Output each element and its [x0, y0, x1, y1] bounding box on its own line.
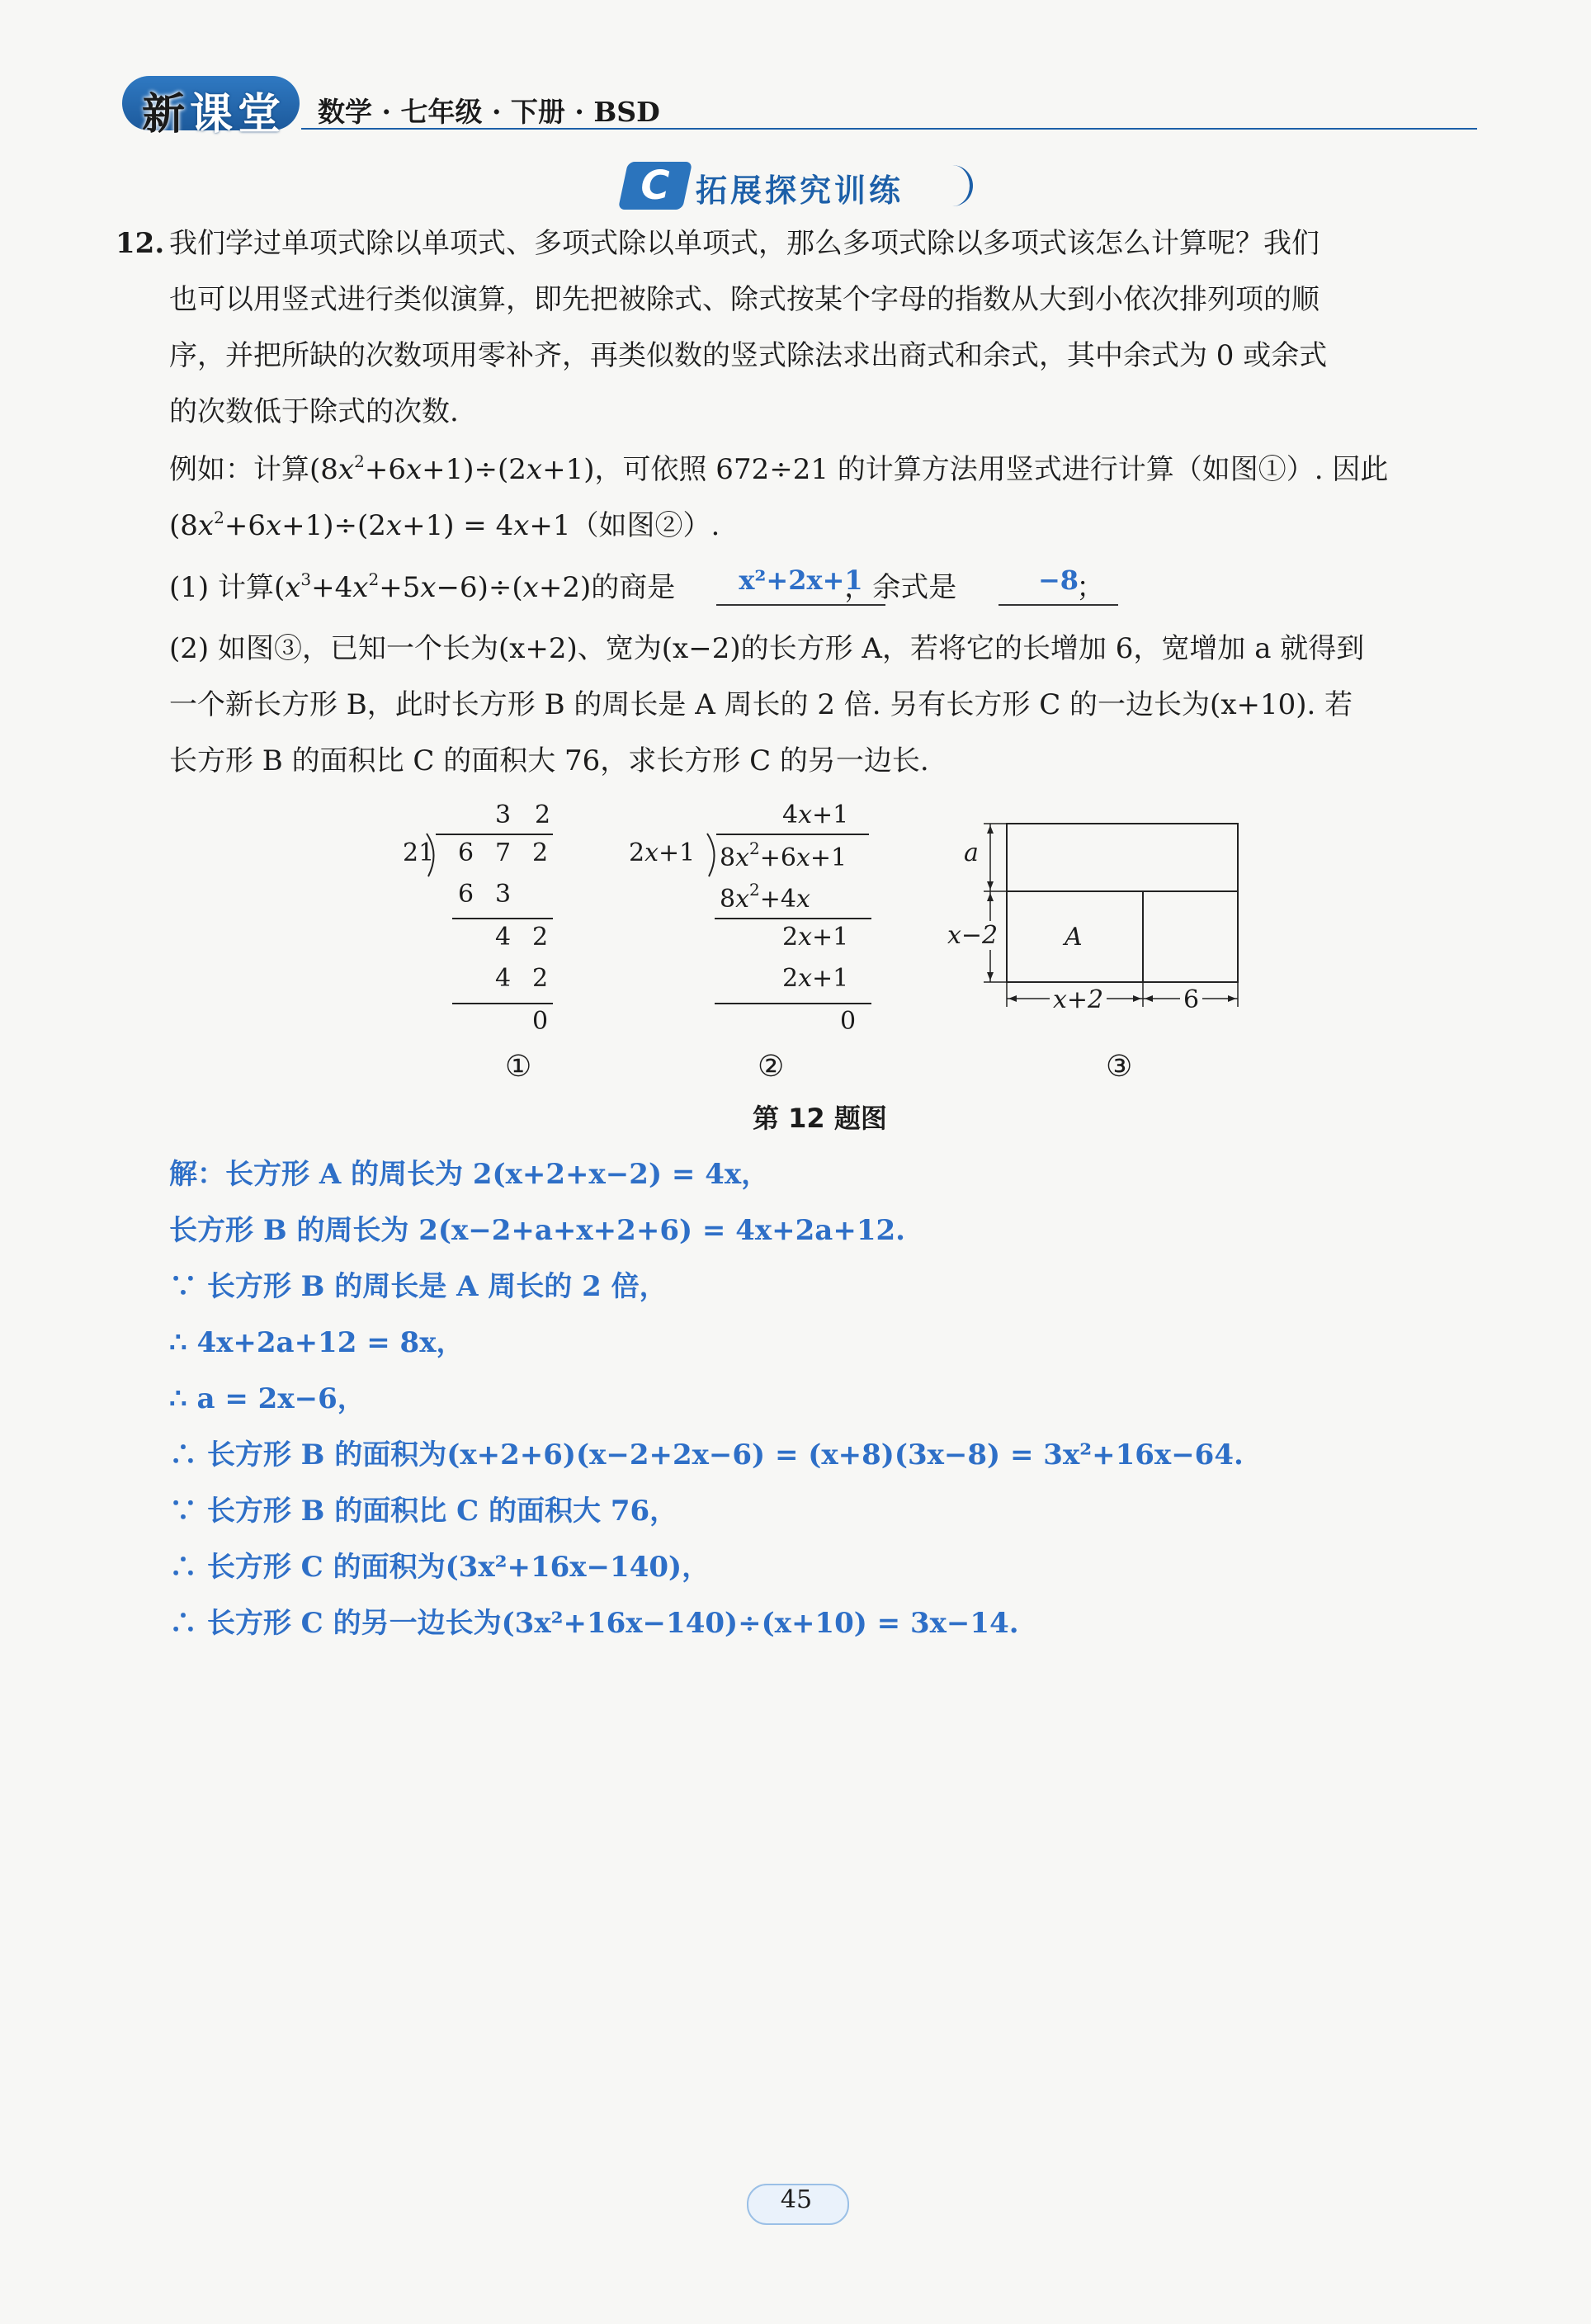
page-number-badge: [747, 2179, 846, 2225]
f2-step3: 2x+1: [782, 964, 849, 993]
f1-divisor: 21: [403, 838, 435, 867]
page-number: 45: [780, 2185, 813, 2214]
logo-text: 新课堂: [142, 89, 286, 139]
solution-line-4: ∴ 4x+2a+12 = 8x，: [169, 1326, 465, 1359]
f2-step1: $8x^2+4x$: [720, 880, 810, 914]
intro-line-2: 也可以用竖式进行类似演算，即先把被除式、除式按某个字母的指数从大到小依次排列项的顺: [169, 283, 1320, 316]
solution-line-2: 长方形 B 的周长为 2(x−2+a+x+2+6) = 4x+2a+12.: [169, 1214, 905, 1247]
f3-label-length: x+2: [1050, 985, 1107, 1014]
intro-line-3: 序，并把所缺的次数项用零补齐，再类似数的竖式除法求出商式和余式，其中余式为 0 或余式: [169, 339, 1328, 372]
f1-dividend-digit-3: 2: [532, 838, 549, 867]
f1-remainder: 0: [532, 1007, 549, 1036]
answer-remainder: −8: [1037, 564, 1079, 596]
book-title: 数学 · 七年级 · 下册 · BSD: [318, 96, 660, 128]
part1-line: (1) 计算$(x^3+4x^2+5x-6)\div(x+2)$的商是 ，余式是 ；: [169, 569, 1105, 604]
banner-arc: [920, 165, 973, 206]
section-title: 拓展探究训练: [696, 172, 904, 209]
section-banner: [623, 162, 978, 210]
f1-vinculum: [436, 834, 553, 835]
solution-line-9: ∴ 长方形 C 的另一边长为(3x²+16x−140)÷(x+10) = 3x−14.: [169, 1607, 1019, 1640]
f1-step3-digit-2: 2: [532, 964, 549, 993]
example-line-2: $(8x^2+6x+1)\div(2x+1) = 4x+1$（如图②）.: [169, 508, 720, 542]
part2-line-3: 长方形 B 的面积比 C 的面积大 76，求长方形 C 的另一边长.: [169, 744, 929, 777]
part2-line-1: (2) 如图③，已知一个长为(x+2)、宽为(x−2)的长方形 A，若将它的长增加 6，宽增加 a 就得到: [169, 632, 1365, 665]
f2-label: ②: [758, 1050, 785, 1084]
f3-label: ③: [1106, 1050, 1133, 1084]
f2-dividend: $8x^2+6x+1$: [720, 838, 847, 872]
f1-quotient-digit-1: 3: [495, 801, 512, 829]
problem-number: 12.: [116, 227, 165, 260]
f1-dividend-digit-1: 6: [458, 838, 474, 867]
example-line-1: 例如：计算$(8x^2+6x+1)\div(2x+1)$，可依照 672÷21 的计算方法用竖式进行计算（如图①）. 因此: [169, 451, 1389, 486]
f2-rule-1: [715, 918, 871, 919]
f2-step2: 2x+1: [782, 923, 849, 952]
f1-step1-digit-2: 3: [495, 880, 512, 909]
f2-divisor: 2x+1: [629, 838, 696, 867]
f2-vinculum: [716, 834, 869, 835]
f3-label-rect-a: A: [1065, 923, 1083, 952]
answer-quotient-underline: [716, 604, 885, 606]
figure-caption: 第 12 题图: [753, 1103, 887, 1134]
intro-line-4: 的次数低于除式的次数.: [169, 395, 459, 428]
f3-label-width: x−2: [947, 921, 999, 950]
f1-rule-2: [452, 1003, 553, 1004]
answer-remainder-underline: [999, 604, 1118, 606]
solution-line-5: ∴ a = 2x−6，: [169, 1382, 366, 1415]
f1-step2-digit-1: 4: [495, 923, 512, 952]
header-divider: [301, 128, 1477, 130]
solution-line-6: ∴ 长方形 B 的面积为(x+2+6)(x−2+2x−6) = (x+8)(3x−8) = 3x²+16x−64.: [169, 1438, 1244, 1471]
part2-line-2: 一个新长方形 B，此时长方形 B 的周长是 A 周长的 2 倍. 另有长方形 C 的一边长为(x+10). 若: [169, 688, 1353, 721]
series-logo: [122, 73, 300, 137]
answer-quotient: x²+2x+1: [739, 564, 863, 596]
f2-remainder: 0: [840, 1007, 857, 1036]
solution-line-7: ∵ 长方形 B 的面积比 C 的面积大 76，: [169, 1495, 678, 1528]
solution-line-3: ∵ 长方形 B 的周长是 A 周长的 2 倍，: [169, 1270, 668, 1303]
f1-step3-digit-1: 4: [495, 964, 512, 993]
f1-label: ①: [505, 1050, 532, 1084]
f2-rule-2: [715, 1003, 871, 1004]
section-letter-badge: C: [618, 162, 692, 210]
f3-label-extra: 6: [1180, 985, 1202, 1014]
f1-step1-digit-1: 6: [458, 880, 474, 909]
f1-rule-1: [452, 918, 553, 919]
intro-line-1: 我们学过单项式除以单项式、多项式除以单项式，那么多项式除以多项式该怎么计算呢？我们: [169, 227, 1320, 260]
solution-line-8: ∴ 长方形 C 的面积为(3x²+16x−140)，: [169, 1551, 711, 1584]
f1-dividend-digit-2: 7: [495, 838, 512, 867]
solution-line-1: 解：长方形 A 的周长为 2(x+2+x−2) = 4x，: [169, 1158, 770, 1191]
f3-label-a: a: [964, 838, 979, 867]
f1-step2-digit-2: 2: [532, 923, 549, 952]
f1-quotient-digit-2: 2: [535, 801, 551, 829]
f2-quotient: 4x+1: [782, 801, 849, 829]
